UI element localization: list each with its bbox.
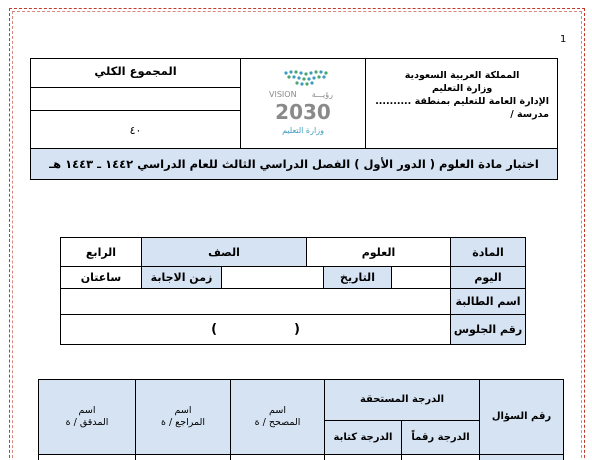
total-score-box [31,59,241,149]
page-number: 1 [560,34,567,45]
reviewer-line-2: المراجع / ة [160,417,206,428]
auditor-name-header [39,380,135,454]
grade-label: الصف [141,238,306,266]
reviewer-line-1: اسم [174,405,192,416]
seat-number-label: رقم الجلوس [450,314,525,344]
question-number-header: رقم السؤال [479,380,563,454]
corrector-name-header [230,380,324,454]
grade-in-numbers-header: الدرجة رقماً [401,420,479,454]
corrector-line-1: اسم [269,405,286,416]
logo-year: 2030 [275,100,331,124]
government-info [375,69,549,121]
auditor-line-2: المدقق / ة [65,417,109,428]
day-value[interactable] [391,266,450,288]
date-label: التاريخ [323,266,391,288]
table-row[interactable] [324,454,401,460]
reviewer-name-header [135,380,230,454]
corrector-line-2: المصحح / ة [254,417,301,428]
grade-in-words-header: الدرجة كتابة [324,420,401,454]
vision-2030-logo [241,63,366,143]
seat-number-field[interactable]: ( ) [61,314,450,344]
auditor-line-1: اسم [78,405,96,416]
grade-table [38,379,564,460]
time-label: زمن الاجابة [141,266,221,288]
day-label: اليوم [450,266,525,288]
total-score-value: ٤٠ [129,124,142,137]
student-info-table [60,237,526,345]
directorate-name: الإدارة العامة للتعليم بمنطقة .......... [375,96,549,107]
grade-value: الرابع [85,245,117,259]
exam-header [30,58,558,180]
table-row[interactable] [401,454,479,460]
country-name: المملكة العربية السعودية [404,70,520,81]
total-score-blank [31,88,240,111]
ministry-name: وزارة التعليم [431,83,493,94]
date-value[interactable] [221,266,323,288]
subject-label: المادة [450,238,525,266]
table-row [479,454,563,460]
student-name-field[interactable] [61,288,450,314]
exam-title: اختبار مادة العلوم ( الدور الأول ) الفصل الدراسي الثالث للعام الدراسي ١٤٤٢ ـ ١٤٤٣ هـ [31,149,557,179]
table-row[interactable] [230,454,324,460]
vision-logo-box [241,59,366,149]
government-info-box [366,59,557,149]
subject-value: العلوم [306,238,450,266]
deserved-grade-header: الدرجة المستحقة [324,380,479,420]
time-value: ساعتان [61,266,141,288]
school-name: مدرسة / [510,109,549,120]
logo-ministry-ar: وزارة التعليم [282,126,324,135]
total-score-title: المجموع الكلي [31,59,240,88]
table-row[interactable] [39,454,135,460]
student-name-label: اسم الطالبة [450,288,525,314]
logo-vision-en: VISION [269,90,297,99]
table-row[interactable] [135,454,230,460]
logo-dots-icon [284,70,327,85]
logo-vision-ar: رؤيـــة [311,90,333,99]
